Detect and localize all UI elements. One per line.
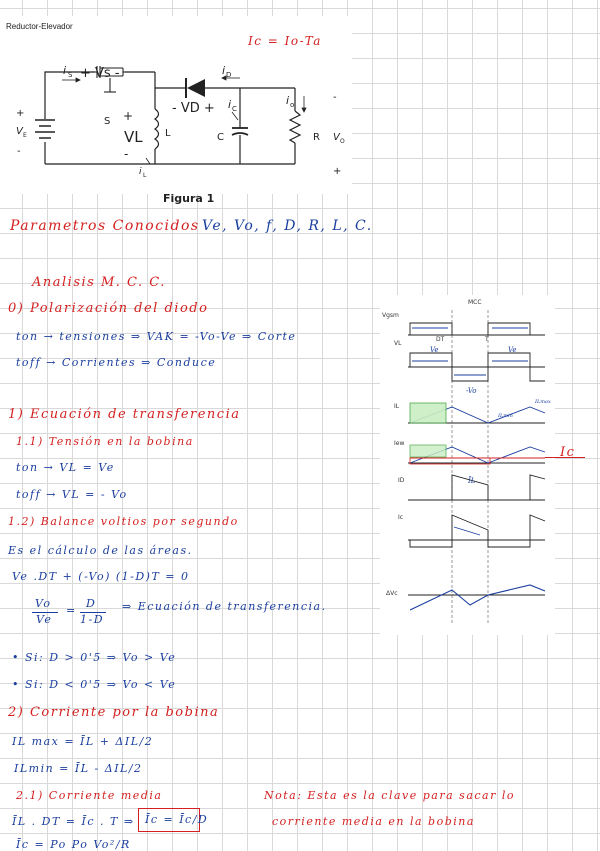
row-ic: Ic (398, 514, 404, 521)
ann-dt: DT (436, 336, 445, 343)
ann-ve-1: Ve (430, 346, 439, 354)
figure-title: Reductor-Elevador (6, 22, 73, 31)
ann-neg-vo: -Vo (466, 387, 477, 395)
row-iew: Iew (394, 440, 405, 447)
ton-vl: ton → VL = Ve (16, 461, 115, 474)
ann-ilmax: ILmax (535, 399, 551, 405)
svg-text:S: S (68, 71, 73, 79)
ton-line: ton → tensiones ⇒ VAK = -Vo-Ve ⇒ Corte (16, 330, 297, 343)
label-id: i (222, 64, 226, 77)
label-vd: - VD + (172, 101, 215, 116)
label-il: i (139, 167, 142, 177)
mcc-svg (380, 295, 555, 635)
svg-text:-: - (333, 92, 337, 103)
svg-text:-: - (124, 147, 129, 161)
ic-side-label: Ic (560, 445, 576, 460)
balance-eq: Ve .DT + (-Vo) (1-D)T = 0 (12, 570, 190, 583)
label-l: L (165, 128, 171, 139)
section-1-1: 1.1) Tensión en la bobina (16, 435, 194, 448)
frac-right-den: 1-D (80, 613, 105, 626)
transfer-label: ⇒ Ecuación de transferencia. (122, 600, 327, 613)
section-1-2: 1.2) Balance voltios por segundo (8, 515, 239, 528)
ilmax-eq: IL max = ĪL + ΔIL/2 (12, 735, 154, 748)
row-vl: VL (394, 340, 402, 347)
svg-text:D: D (226, 71, 232, 79)
label-is: i (63, 64, 67, 77)
current-note: Ic = Io-Ta (248, 34, 322, 48)
svg-text:+: + (123, 109, 134, 123)
svg-text:E: E (23, 132, 27, 139)
params-title: Parametros Conocidos (10, 218, 200, 234)
svg-text:-: - (17, 146, 21, 157)
analysis-heading: Analisis M. C. C. (32, 275, 166, 290)
nota-1: Nota: Esta es la clave para sacar lo (264, 789, 515, 802)
toff-line: toff → Corrientes ⇒ Conduce (16, 356, 217, 369)
svg-text:O: O (340, 138, 345, 145)
label-r: R (313, 132, 320, 143)
svg-text:+: + (16, 108, 25, 119)
ann-t: T (485, 336, 489, 343)
label-vo: V (333, 132, 340, 143)
ann-il-bar: ĪL (468, 477, 476, 485)
mcc-title: MCC (468, 299, 482, 306)
label-ic: i (228, 98, 232, 111)
label-io: i (286, 94, 290, 107)
label-c: C (217, 132, 224, 143)
svg-text:o: o (290, 101, 295, 109)
row-vgsm: Vgsm (382, 312, 399, 319)
row-dvc: ΔVc (386, 590, 398, 597)
svg-text:C: C (232, 105, 237, 113)
frac-left-den: Ve (36, 613, 53, 626)
frac-left-num: Vo (35, 597, 52, 610)
section-2: 2) Corriente por la bobina (8, 705, 220, 720)
label-vl: VL (124, 128, 143, 146)
ilmin-eq: ILmin = ĪL - ΔIL/2 (14, 762, 143, 775)
toff-vl: toff → VL = - Vo (16, 488, 128, 501)
svg-text:L: L (143, 172, 147, 179)
row-il: IL (394, 403, 400, 410)
figure-caption: Figura 1 (163, 192, 215, 205)
avg-eq: ĪL . DT = Īc . T ⇒ (12, 815, 135, 828)
section-1: 1) Ecuación de transferencia (8, 407, 241, 422)
params-list: Ve, Vo, f, D, R, L, C. (202, 218, 373, 234)
row-id: ID (398, 477, 405, 484)
mcc-waveforms (380, 295, 555, 635)
case-1: • Si: D > 0'5 ⇒ Vo > Ve (12, 651, 177, 664)
label-s: S (104, 116, 111, 127)
section-0: 0) Polarización del diodo (8, 301, 209, 316)
ann-ilmin: ILmin (498, 413, 513, 419)
frac-right-num: D (86, 597, 97, 610)
areas-line: Es el cálculo de las áreas. (8, 544, 193, 557)
ann-ve-2: Ve (508, 346, 517, 354)
svg-text:+: + (333, 166, 342, 177)
boxed-result: Īc = Īc/D (138, 808, 200, 832)
label-ve: V (16, 126, 23, 137)
label-vs: + Vs - (80, 66, 120, 81)
nota-2: corriente media en la bobina (272, 815, 475, 828)
last-line: Īc = Po Po Vo²/R (16, 838, 131, 851)
section-2-1: 2.1) Corriente media (16, 789, 163, 802)
case-2: • Si: D < 0'5 ⇒ Vo < Ve (12, 678, 177, 691)
